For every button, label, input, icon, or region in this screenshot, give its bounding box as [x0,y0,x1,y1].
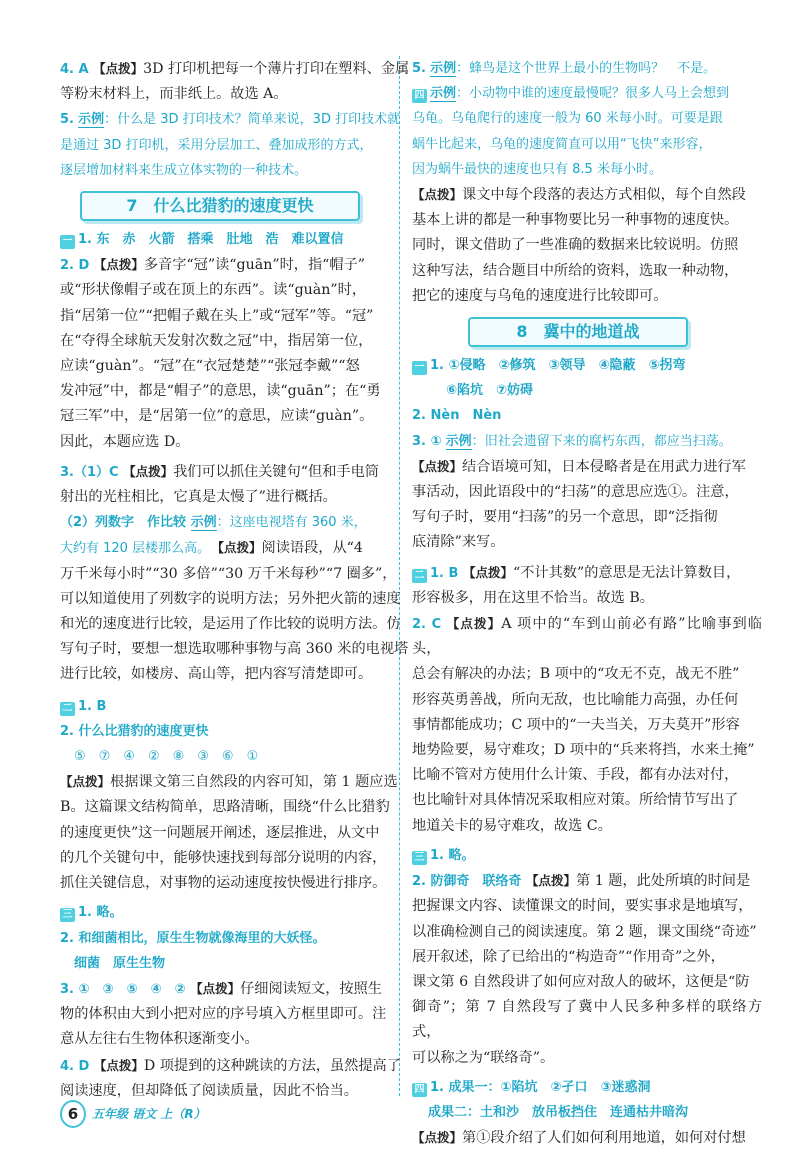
answer-8-d1-explain: 【点拨】第①段介绍了人们如何利用地道，如何对付想 [412,1130,746,1147]
page-footer [48,1098,268,1128]
answer-3-4: 4. D 【点拨】D 项提到的这种跳读的方法，虽然提高了 阅读速度，但却降低了阅读质量，因此不恰当。 [60,1057,401,1099]
answer-8-3: 3. ① 示例：旧社会遗留下来的腐朽东西，都应当扫荡。 [412,433,732,449]
answer-8-b2: 2. C 【点拨】A 项中的“车到山前必有路”比喻事到临头， 总会有解决的办法；B 项中的“攻无不克，战无不胜” 形容英勇善战，所向无敌，也比喻能力高强，办任何 事情都能成功；C 项中的“一夫当关，万夫莫开”形容 地势险要，易守难攻；D 项中的“兵来将挡，水来土掩” 比喻不管对方使用什么计策、手段，都有办法对付， 也比喻针对具体情况采取相应对策。所给情节写出了 地道关卡的易守难攻，故选 C。 [412,616,762,834]
answer-3-1: 三 1. 略。 [60,900,410,925]
answer-4-explain: 【点拨】课文中每个段落的表达方式相似，每个自然段 基本上讲的都是一种事物要比另一种事物的速度快。 同时，课文借助了一些准确的数据来比较说明。仿照 这种写法，结合题目中所给的资料，选取一种动物， 把它的速度与乌龟的速度进行比较即可。 [412,187,746,304]
answer-8-c2: 2. 防御奇 联络奇 【点拨】第 1 题，此处所填的时间是 把握课文内容、读懂课文的时间，要实事求是地填写， 以准确检测自己的阅读速度。第 2 题，课文围绕“奇迹” 展开叙述，除了已给出的“构造奇”“作用奇”之外， 课文第 6 自然段讲了如何应对敌人的破坏，这便是“防 御奇”；第 7 自然段写了冀中人民多种多样的联络方式， 可以称之为“联络奇”。 [412,873,762,1066]
right-column [412,56,762,1151]
answer-8-b1: 二 1. B 【点拨】“不计其数”的意思是无法计算数目， 形容极多，用在这里不恰当。故选 B。 [412,564,741,606]
answer-3-2-text: 2. 和细菌相比，原生生物就像海里的大妖怪。 [60,930,326,946]
answer-2d: 2. D 【点拨】多音字“冠”读“guān”时，指“帽子” 或“形状像帽子或在顶上的东西”。读“guàn”时， 指“居第一位”“把帽子戴在头上”或“冠军”等。“冠” 在“夺得全球航天发射次数之冠”中，指居第一位， 应读“guàn”。“冠”在“衣冠楚楚”“张冠李戴”“怒 发冲冠”中，都是“帽子”的意思，读“guān”；在“勇 冠三军”中，是“居第一位”的意思，应读“guàn”。 因此，本题应选 D。 [60,257,381,450]
section-3-badge: 三 [60,908,75,922]
answer-order: ⑤ ⑦ ④ ② ⑧ ③ ⑥ ① [74,749,259,765]
answer-3-3: 3. ① ③ ⑤ ④ ② 【点拨】仔细阅读短文，按照生 物的体积由大到小把对应的序号填入方框里即可。注 意从左往右生物体积逐渐变小。 [60,980,387,1048]
answer-3-1c: 3.（1）C 【点拨】我们可以抓住关键句“但和手电筒 射出的光柱相比，它真是太慢了”进行概括。 [60,463,379,506]
page-number: 6 [60,1100,86,1128]
book-label: 五年级 语文 上（R） [92,1107,206,1121]
answer-8-d1: 四 1. 成果一：①陷坑 ②孑口 ③迷惑洞 成果二：土和沙 放吊板挡住 连通枯井暗沟 [412,1075,762,1125]
answer-3-2-words: 细菌 原生生物 [74,955,166,971]
lesson-7-title: 7 什么比猎豹的速度更快 [80,191,360,221]
answer-8-1: 一 1. ①侵略 ②修筑 ③领导 ④隐蔽 ⑤拐弯 ⑥陷坑 ⑦妨碍 [412,353,762,403]
section-1-badge-r: 一 [412,361,427,375]
answer-4-example: 四 示例：小动物中谁的速度最慢呢？很多人马上会想到 乌龟。乌龟爬行的速度一般为 60 米每小时。可要是跟 蜗牛比起来，乌龟的速度简直可以用“飞快”来形容， 因为蜗牛最快的速度也只有 8.5 米每小时。 [412,86,730,177]
section-2-badge-r: 二 [412,569,427,583]
lesson-8-title: 8 冀中的地道战 [468,317,688,347]
answer-2-1b: 二 1. B [60,694,410,719]
answer-3-2: （2）列数字 作比较 示例：这座电视塔有 360 米， 大约有 120 层楼那么高。 【点拨】阅读语段，从“4 万千米每小时”“30 多倍”“30 万千米每秒”“7 圈多”， 可以知道使用了列数字的说明方法；另外把火箭的速度 和光的速度进行比较，是运用了作比较的说明方法。仿 写句子时，要想一想选取哪种事物与高 360 米的电视塔 进行比较，如楼房、高山等，把内容写清楚即可。 [60,515,409,683]
answer-5-bird: 5. 示例：蜂鸟是这个世界上最小的生物吗？ 不是。 [412,61,717,76]
answer-5-3d: 5. 示例：什么是 3D 打印技术？简单来说，3D 打印技术就 是通过 3D 打印机，采用分层加工、叠加成形的方式， 逐层增加材料来生成立体实物的一种技术。 [60,112,401,178]
answer-4a: 4. A 【点拨】3D 打印机把每一个薄片打印在塑料、金属 等粉末材料上，而非纸上。故选 A。 [60,61,410,103]
section-4-badge-r: 四 [412,1083,427,1097]
section-4-badge: 四 [412,89,427,103]
section-2-badge: 二 [60,702,75,716]
left-column [60,56,410,1104]
answer-2-2-explain: 【点拨】根据课文第三自然段的内容可知，第 1 题应选 B。这篇课文结构简单，思路清晰，围绕“什么比猎豹 的速度更快”这一问题展开阐述，逐层推进，从文中 的几个关键句中，能够快速找到每部分说明的内容， 抓住关键信息，对事物的运动速度按快慢进行排序。 [60,774,398,892]
answer-8-3-explain: 【点拨】结合语境可知，日本侵略者是在用武力进行军 事活动，因此语段中的“扫荡”的意思应选①。注意， 写句子时，要用“扫荡”的另一个意思，即“泛指彻 底清除”来写。 [412,458,746,551]
answer-2-2: 2. 什么比猎豹的速度更快 [60,723,209,739]
section-1-badge: 一 [60,235,75,249]
section-3-badge-r: 三 [412,851,427,865]
answer-8-c1: 三 1. 略。 [412,843,762,868]
answer-8-2: 2. Nèn Nèn [412,408,502,424]
answer-1-words: 一 1. 东 赤 火箭 搭乘 肚地 浩 难以置信 [60,227,410,252]
